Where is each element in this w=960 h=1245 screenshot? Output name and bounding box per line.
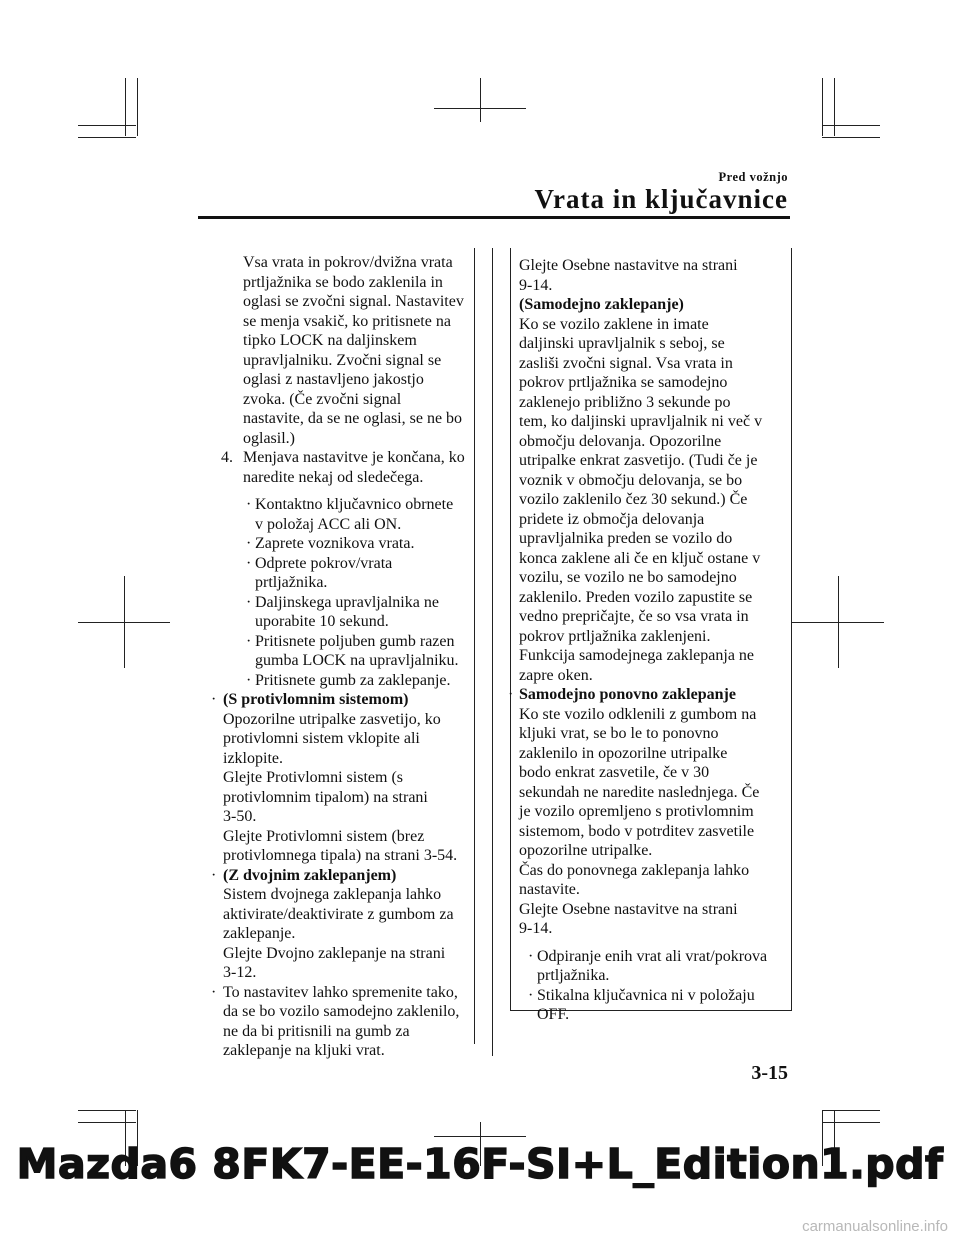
text-line: oglasil.) bbox=[243, 429, 295, 447]
watermark: carmanualsonline.info bbox=[802, 1218, 948, 1235]
text-line: zaklenilo. Preden vozilo zapustite se bbox=[519, 588, 753, 606]
text-line: daljinski upravljalnik s seboj, se bbox=[519, 335, 725, 352]
text-line: voznik v območju delovanja, se bo bbox=[519, 471, 743, 489]
text-line: vozilu, se vozilo ne bo samodejno bbox=[519, 569, 737, 586]
crop-mark bbox=[78, 1122, 136, 1123]
bullet-icon: · bbox=[246, 496, 252, 513]
text-line: Čas do ponovnega zaklepanja lahko bbox=[519, 861, 750, 879]
bullet-item bbox=[203, 554, 473, 593]
text-line: Glejte Protivlomni sistem (s bbox=[223, 769, 403, 786]
bullet-icon: · bbox=[246, 554, 252, 572]
column-divider bbox=[492, 248, 493, 1056]
page-title: Vrata in ključavnice bbox=[534, 184, 788, 214]
text-line: protivlomnim tipalom) na strani bbox=[223, 788, 428, 806]
text-line: zasliši zvočni signal. Vsa vrata in bbox=[519, 354, 733, 372]
text-line: pokrov prtljažnika zaklenjeni. bbox=[519, 627, 711, 645]
text-line: zaklepanje. bbox=[223, 925, 296, 942]
bullet-icon: · bbox=[528, 986, 534, 1004]
bullet-item bbox=[203, 632, 473, 671]
text-line: konca zaklene ali če en ključ ostane v bbox=[519, 549, 761, 567]
step-number: 4. bbox=[221, 449, 233, 466]
text-line: nastavite. bbox=[519, 881, 580, 898]
auto-lock-paragraph bbox=[519, 315, 789, 686]
text-line: se menja vsakič, ko pritisnete na bbox=[243, 312, 451, 330]
text-line: Glejte Dvojno zaklepanje na strani bbox=[223, 944, 446, 962]
crop-mark bbox=[125, 78, 126, 136]
text-line: Odpiranje enih vrat ali vrat/pokrova bbox=[537, 947, 768, 965]
header-rule bbox=[198, 216, 790, 219]
text-line: vedno prepričajte, če so vsa vrata in bbox=[519, 608, 749, 625]
text-line: tipko LOCK na daljinskem bbox=[243, 332, 417, 349]
crop-mark bbox=[822, 137, 880, 138]
bullet-item bbox=[500, 947, 789, 986]
text-line: Ko ste vozilo odklenili z gumbom na bbox=[519, 705, 757, 723]
text-line: Zaprete voznikova vrata. bbox=[255, 535, 415, 552]
crop-mark bbox=[480, 78, 481, 122]
bullet-item bbox=[500, 685, 789, 939]
text-line: To nastavitev lahko spremenite tako, bbox=[223, 983, 458, 1001]
text-line: protivlomni sistem vklopite ali bbox=[223, 730, 420, 747]
text-line: je vozilo opremljeno s protivlomnim bbox=[519, 803, 754, 820]
text-line: Odprete pokrov/vrata bbox=[255, 554, 393, 572]
crop-mark bbox=[792, 622, 884, 623]
text-line: zaklepanje na kljuki vrat. bbox=[223, 1042, 385, 1059]
text-line: Opozorilne utripalke zasvetijo, ko bbox=[223, 710, 441, 728]
bullet-item bbox=[203, 534, 473, 554]
text-line: gumba LOCK na upravljalniku. bbox=[255, 652, 459, 669]
text-line: Funkcija samodejnega zaklepanja ne bbox=[519, 647, 755, 664]
column-divider bbox=[474, 248, 475, 1044]
bullet-item bbox=[500, 986, 789, 1025]
bullet-icon: · bbox=[528, 947, 534, 965]
section-name: Pred vožnjo bbox=[718, 170, 788, 184]
text-line: nastavite, da se ne oglasi, se ne bo bbox=[243, 410, 463, 427]
text-line: vozilo zaklenilo čez 30 sekund.) Če bbox=[519, 491, 748, 508]
text-line: naredite nekaj od sledečega. bbox=[243, 468, 424, 486]
subheading: (S protivlomnim sistemom) bbox=[223, 691, 409, 708]
subheading: (Z dvojnim zaklepanjem) bbox=[223, 866, 397, 884]
bullet-icon: · bbox=[246, 632, 252, 650]
text-line: Glejte Osebne nastavitve na strani bbox=[519, 257, 738, 274]
text-line: Sistem dvojnega zaklepanja lahko bbox=[223, 886, 442, 903]
text-line: tem, ko daljinski upravljalnik ni več v bbox=[519, 413, 763, 430]
text-line: prtljažnika se bodo zaklenila in bbox=[243, 273, 443, 291]
bullet-icon: · bbox=[246, 671, 252, 689]
right-column bbox=[508, 256, 789, 1025]
text-line: upravljalnika preden se vozilo do bbox=[519, 530, 733, 547]
bullet-icon: · bbox=[211, 866, 217, 884]
footer-filename: Mazda6 8FK7-EE-16F-SI+L_Edition1.pdf bbox=[16, 1140, 944, 1188]
crop-mark bbox=[78, 125, 136, 126]
text-line: uporabite 10 sekund. bbox=[255, 613, 389, 630]
page-number: 3-15 bbox=[751, 1062, 788, 1084]
text-line: pridete iz območja delovanja bbox=[519, 510, 705, 528]
text-line: sekundah ne naredite naslednjega. Če bbox=[519, 783, 760, 801]
text-line: 3-50. bbox=[223, 808, 257, 825]
crop-mark bbox=[822, 78, 823, 136]
crop-mark bbox=[78, 1110, 136, 1111]
text-line: sistemom, bodo v potrditev zasvetile bbox=[519, 822, 755, 840]
bullet-icon: · bbox=[211, 983, 217, 1001]
bullet-item bbox=[203, 671, 473, 691]
text-line: Menjava nastavitve je končana, ko bbox=[243, 449, 465, 466]
text-line: oglasi se zvočni signal. Nastavitev bbox=[243, 293, 464, 310]
text-line: utripalke enkrat zasvetijo. (Tudi če je bbox=[519, 452, 758, 469]
bullet-icon: · bbox=[211, 691, 217, 708]
bullet-item bbox=[203, 866, 473, 983]
bullet-item bbox=[203, 495, 473, 534]
left-column bbox=[203, 253, 473, 1061]
crop-mark bbox=[78, 622, 170, 623]
text-line: zaklenejo približno 3 sekunde po bbox=[519, 393, 731, 411]
text-line: prtljažnika. bbox=[537, 967, 610, 984]
crop-mark bbox=[434, 1136, 526, 1137]
text-line: Pritisnete poljuben gumb razen bbox=[255, 632, 455, 650]
crop-mark bbox=[834, 78, 835, 136]
text-line: Ko se vozilo zaklene in imate bbox=[519, 315, 709, 333]
text-line: 9-14. bbox=[519, 920, 553, 937]
crop-mark bbox=[78, 137, 136, 138]
text-line: 9-14. bbox=[519, 276, 553, 294]
numbered-step bbox=[203, 448, 473, 487]
bullet-item bbox=[203, 593, 473, 632]
crop-mark bbox=[434, 108, 526, 109]
text-line: upravljalniku. Zvočni signal se bbox=[243, 351, 442, 369]
text-line: zaklenilo in opozorilne utripalke bbox=[519, 744, 728, 762]
text-line: območju delovanja. Opozorilne bbox=[519, 432, 722, 450]
text-line: oglasi z nastavljeno jakostjo bbox=[243, 371, 424, 388]
text-line: Daljinskega upravljalnika ne bbox=[255, 593, 439, 611]
text-line: prtljažnika. bbox=[255, 574, 328, 591]
text-line: v položaj ACC ali ON. bbox=[255, 515, 402, 533]
bullet-icon: · bbox=[246, 593, 252, 611]
text-line: opozorilne utripalke. bbox=[519, 842, 653, 859]
intro-paragraph bbox=[519, 256, 789, 295]
text-line: Pritisnete gumb za zaklepanje. bbox=[255, 671, 451, 689]
bullet-icon: · bbox=[508, 686, 514, 703]
subheading: Samodejno ponovno zaklepanje bbox=[519, 686, 736, 703]
text-line: bodo enkrat zasvetile, če v 30 bbox=[519, 764, 710, 781]
text-line: Kontaktno ključavnico obrnete bbox=[255, 496, 454, 513]
text-line: Glejte Osebne nastavitve na strani bbox=[519, 900, 738, 918]
intro-paragraph bbox=[203, 253, 473, 448]
subheading: (Samodejno zaklepanje) bbox=[519, 296, 684, 313]
bullet-item bbox=[203, 690, 473, 866]
text-line: Glejte Protivlomni sistem (brez bbox=[223, 827, 425, 845]
text-line: pokrov prtljažnika se samodejno bbox=[519, 374, 728, 391]
text-line: aktivirate/deaktivirate z gumbom za bbox=[223, 905, 454, 923]
bullet-icon: · bbox=[246, 535, 252, 552]
bullet-item bbox=[203, 983, 473, 1061]
text-line: OFF. bbox=[537, 1006, 570, 1023]
crop-mark bbox=[822, 125, 880, 126]
text-line: Stikalna ključavnica ni v položaju bbox=[537, 986, 755, 1004]
text-line: zvoka. (Če zvočni signal bbox=[243, 390, 402, 408]
text-line: da se bo vozilo samodejno zaklenilo, bbox=[223, 1003, 460, 1020]
crop-mark bbox=[822, 1122, 880, 1123]
text-line: 3-12. bbox=[223, 964, 257, 981]
text-line: izklopite. bbox=[223, 749, 283, 767]
crop-mark bbox=[822, 1110, 880, 1111]
text-line: kljuki vrat, se bo le to ponovno bbox=[519, 725, 719, 742]
text-line: ne da bi pritisnili na gumb za bbox=[223, 1022, 410, 1040]
text-line: Vsa vrata in pokrov/dvižna vrata bbox=[243, 254, 453, 271]
crop-mark bbox=[137, 78, 138, 136]
text-line: zapre oken. bbox=[519, 666, 593, 684]
text-line: protivlomnega tipala) na strani 3-54. bbox=[223, 847, 458, 864]
